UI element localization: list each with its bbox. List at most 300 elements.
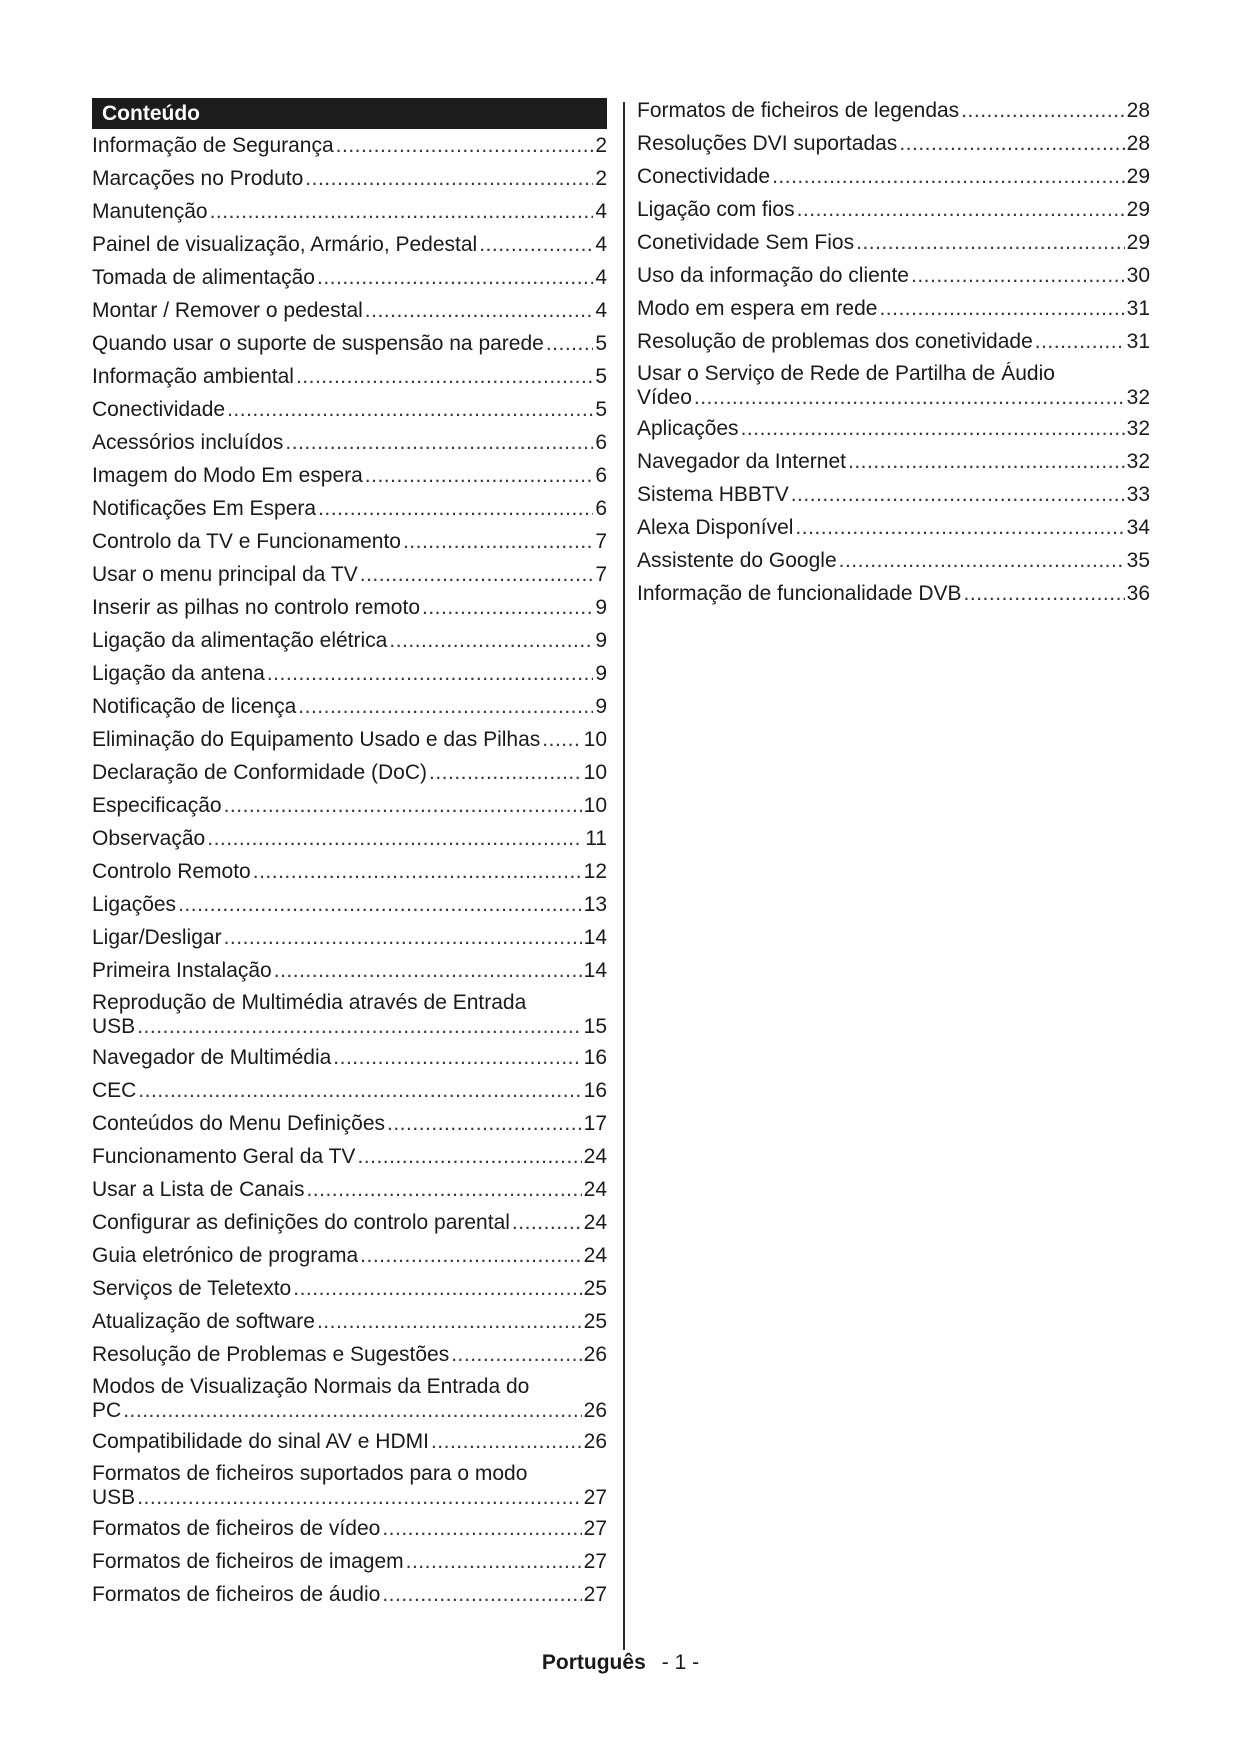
dot-leader	[267, 662, 593, 686]
toc-entry[interactable]	[92, 428, 607, 461]
toc-entry[interactable]	[92, 1307, 607, 1340]
toc-entry[interactable]	[637, 360, 1150, 414]
toc-entry-title: Ligação da antena	[92, 662, 265, 685]
toc-entry-row	[637, 483, 1150, 507]
toc-entry-row	[92, 1399, 607, 1423]
toc-entry[interactable]	[92, 1274, 607, 1307]
toc-entry-page: 33	[1126, 483, 1150, 506]
toc-entry[interactable]	[637, 228, 1150, 261]
toc-entry-page: 2	[595, 167, 607, 190]
toc-entry[interactable]	[92, 1514, 607, 1547]
toc-entry[interactable]	[92, 1043, 607, 1076]
toc-entry-title: Ligações	[92, 893, 177, 916]
dot-leader	[365, 464, 594, 488]
toc-entry-row	[92, 1178, 607, 1202]
toc-entry-row	[92, 1310, 607, 1334]
toc-list-left	[92, 131, 607, 1613]
toc-entry-title: Inserir as pilhas no controlo remoto	[92, 596, 420, 619]
dot-leader	[317, 1310, 582, 1334]
toc-entry-row	[637, 165, 1150, 189]
dot-leader	[429, 761, 582, 785]
toc-entry-title: Notificação de licença	[92, 695, 297, 718]
toc-entry-row	[92, 497, 607, 521]
toc-entry-row	[92, 1145, 607, 1169]
toc-entry-page: 29	[1126, 165, 1150, 188]
toc-list-right	[637, 96, 1150, 612]
toc-entry-title: Marcações no Produto	[92, 167, 304, 190]
toc-entry-title: Notificações Em Espera	[92, 497, 317, 520]
toc-entry[interactable]	[92, 1208, 607, 1241]
toc-entry[interactable]	[637, 327, 1150, 360]
toc-entry-row	[92, 1244, 607, 1268]
toc-entry-page: 10	[583, 794, 607, 817]
toc-entry-page: 28	[1126, 132, 1150, 155]
dot-leader	[451, 1343, 581, 1367]
toc-entry-page: 31	[1126, 297, 1150, 320]
toc-entry-page: 15	[583, 1015, 607, 1038]
dot-leader	[389, 629, 593, 653]
toc-entry-title: Observação	[92, 827, 206, 850]
toc-entry[interactable]	[92, 1340, 607, 1373]
toc-entry-page: 10	[583, 728, 607, 751]
toc-entry-row	[92, 134, 607, 158]
toc-entry-row	[637, 386, 1150, 410]
toc-entry[interactable]	[92, 1175, 607, 1208]
toc-entry[interactable]	[637, 129, 1150, 162]
dot-leader	[224, 794, 582, 818]
toc-entry-page: 17	[583, 1112, 607, 1135]
toc-entry-title: Acessórios incluídos	[92, 431, 284, 454]
toc-entry[interactable]	[92, 758, 607, 791]
toc-entry-row	[92, 893, 607, 917]
toc-entry-title: Quando usar o suporte de suspensão na parede	[92, 332, 544, 355]
toc-entry-page: 27	[583, 1583, 607, 1606]
dot-leader	[542, 728, 581, 752]
toc-entry[interactable]	[92, 1241, 607, 1274]
toc-entry[interactable]	[92, 989, 607, 1043]
toc-entry-page: 32	[1126, 417, 1150, 440]
toc-entry[interactable]	[637, 447, 1150, 480]
dot-leader	[479, 233, 593, 257]
toc-entry-page: 6	[595, 497, 607, 520]
toc-entry-title-line: Formatos de ficheiros suportados para o modo	[92, 1462, 528, 1485]
toc-entry-page: 27	[583, 1486, 607, 1509]
toc-entry-page: 10	[583, 761, 607, 784]
toc-entry-title: Tomada de alimentação	[92, 266, 315, 289]
toc-entry-page: 36	[1126, 582, 1150, 605]
toc-entry-page: 7	[595, 530, 607, 553]
toc-entry-title: CEC	[92, 1079, 137, 1102]
toc-entry[interactable]	[92, 890, 607, 923]
toc-entry-row	[92, 233, 607, 257]
toc-entry-page: 28	[1126, 99, 1150, 122]
dot-leader	[1035, 330, 1125, 354]
toc-entry-title: Aplicações	[637, 417, 739, 440]
toc-entry-page: 29	[1126, 198, 1150, 221]
toc-entry-row	[637, 297, 1150, 321]
toc-entry[interactable]	[637, 195, 1150, 228]
dot-leader	[207, 827, 583, 851]
toc-entry-row	[92, 1277, 607, 1301]
dot-leader	[741, 417, 1125, 441]
dot-leader	[848, 450, 1125, 474]
toc-entry-title: Conteúdos do Menu Definições	[92, 1112, 386, 1135]
toc-entry-page: 4	[595, 200, 607, 223]
toc-entry-row	[92, 1550, 607, 1574]
toc-entry-row	[92, 959, 607, 983]
toc-entry-row	[92, 1583, 607, 1607]
toc-entry[interactable]	[92, 230, 607, 263]
toc-entry-title: Formatos de ficheiros de legendas	[637, 99, 960, 122]
toc-entry-page: 11	[585, 827, 607, 850]
toc-entry-title: Montar / Remover o pedestal	[92, 299, 363, 322]
toc-entry-title-line: Reprodução de Multimédia através de Entrada	[92, 991, 527, 1014]
toc-entry-title: Ligação da alimentação elétrica	[92, 629, 388, 652]
toc-entry-page: 6	[595, 431, 607, 454]
toc-entry-title: Compatibilidade do sinal AV e HDMI	[92, 1430, 429, 1453]
toc-entry-title: Navegador da Internet	[637, 450, 846, 473]
toc-entry-page: 26	[583, 1399, 607, 1422]
toc-entry-title: Declaração de Conformidade (DoC)	[92, 761, 427, 784]
toc-entry[interactable]	[92, 857, 607, 890]
toc-entry-page: 9	[595, 695, 607, 718]
toc-entry-title: Primeira Instalação	[92, 959, 272, 982]
toc-entry-title: Navegador de Multimédia	[92, 1046, 332, 1069]
toc-entry[interactable]	[92, 1547, 607, 1580]
toc-entry[interactable]	[92, 956, 607, 989]
toc-entry-page: 26	[583, 1343, 607, 1366]
dot-leader	[296, 365, 593, 389]
toc-entry[interactable]	[92, 263, 607, 296]
footer-language: Português	[541, 1651, 646, 1674]
toc-entry[interactable]	[92, 164, 607, 197]
dot-leader	[224, 926, 582, 950]
toc-left-column	[92, 98, 607, 1613]
toc-entry-title: Usar a Lista de Canais	[92, 1178, 305, 1201]
dot-leader	[856, 231, 1125, 255]
dot-leader	[795, 516, 1124, 540]
column-divider	[623, 102, 625, 1650]
page-footer	[0, 1651, 1241, 1675]
toc-entry-row	[637, 582, 1150, 606]
toc-entry[interactable]	[637, 480, 1150, 513]
toc-entry-title: Alexa Disponível	[637, 516, 794, 539]
toc-entry[interactable]	[92, 1373, 607, 1427]
dot-leader	[403, 530, 593, 554]
toc-entry-row	[92, 299, 607, 323]
dot-leader	[365, 299, 594, 323]
toc-entry-title: Modo em espera em rede	[637, 297, 878, 320]
toc-heading: Conteúdo	[92, 98, 607, 129]
toc-entry-row	[92, 464, 607, 488]
toc-entry-row	[92, 530, 607, 554]
dot-leader	[137, 1015, 581, 1039]
toc-entry-title: Ligação com fios	[637, 198, 795, 221]
toc-entry-row	[637, 99, 1150, 123]
toc-entry-row	[92, 1517, 607, 1541]
toc-entry-title: Ligar/Desligar	[92, 926, 222, 949]
toc-entry-title-line: Usar o Serviço de Rede de Partilha de Áudio	[637, 362, 1055, 385]
toc-entry-row	[92, 563, 607, 587]
toc-entry-title-line: Modos de Visualização Normais da Entrada do	[92, 1375, 530, 1398]
toc-entry[interactable]	[92, 1076, 607, 1109]
toc-entry-row	[92, 827, 607, 851]
toc-entry[interactable]	[92, 659, 607, 692]
dot-leader	[253, 860, 582, 884]
dot-leader	[382, 1517, 581, 1541]
toc-entry[interactable]	[92, 395, 607, 428]
toc-entry-title: Manutenção	[92, 200, 208, 223]
toc-entry-page: 4	[595, 299, 607, 322]
toc-entry-page: 25	[583, 1310, 607, 1333]
toc-entry-title: Resoluções DVI suportadas	[637, 132, 898, 155]
toc-entry[interactable]	[92, 560, 607, 593]
toc-entry[interactable]	[92, 593, 607, 626]
toc-entry-page: 9	[595, 662, 607, 685]
toc-entry[interactable]	[92, 824, 607, 857]
toc-entry-page: 24	[583, 1178, 607, 1201]
toc-entry-page: 30	[1126, 264, 1150, 287]
toc-entry[interactable]	[92, 692, 607, 725]
toc-entry-page: 25	[583, 1277, 607, 1300]
toc-entry-page: 5	[595, 365, 607, 388]
toc-entry-title: Imagem do Modo Em espera	[92, 464, 363, 487]
toc-entry-title: Serviços de Teletexto	[92, 1277, 292, 1300]
toc-entry-page: 27	[583, 1517, 607, 1540]
toc-entry-page: 26	[583, 1430, 607, 1453]
toc-entry[interactable]	[92, 1142, 607, 1175]
toc-entry-page: 12	[583, 860, 607, 883]
toc-entry[interactable]	[92, 1460, 607, 1514]
dot-leader	[336, 134, 594, 158]
toc-entry-page: 16	[583, 1046, 607, 1069]
dot-leader	[227, 398, 593, 422]
dot-leader	[210, 200, 594, 224]
toc-entry-title: Guia eletrónico de programa	[92, 1244, 359, 1267]
toc-entry-page: 31	[1126, 330, 1150, 353]
toc-entry-page: 32	[1126, 450, 1150, 473]
toc-entry[interactable]	[92, 296, 607, 329]
toc-entry-row	[92, 761, 607, 785]
toc-entry-row	[637, 417, 1150, 441]
toc-entry-title: Painel de visualização, Armário, Pedestal	[92, 233, 478, 256]
dot-leader	[360, 1244, 581, 1268]
toc-entry-row	[92, 728, 607, 752]
toc-entry-page: 29	[1126, 231, 1150, 254]
dot-leader	[387, 1112, 582, 1136]
toc-entry-row	[92, 662, 607, 686]
toc-entry-row	[92, 1343, 607, 1367]
toc-entry-page: 16	[583, 1079, 607, 1102]
dot-leader	[306, 1178, 581, 1202]
toc-entry-title: Vídeo	[637, 386, 692, 409]
toc-entry-title: Especificação	[92, 794, 222, 817]
dot-leader	[137, 1486, 581, 1510]
dot-leader	[964, 582, 1125, 606]
dot-leader	[961, 99, 1124, 123]
dot-leader	[298, 695, 593, 719]
dot-leader	[138, 1079, 581, 1103]
toc-entry-page: 24	[583, 1145, 607, 1168]
toc-entry-page: 24	[583, 1244, 607, 1267]
dot-leader	[431, 1430, 582, 1454]
toc-entry[interactable]	[92, 362, 607, 395]
toc-entry[interactable]	[637, 414, 1150, 447]
toc-entry-title: Informação de funcionalidade DVB	[637, 582, 962, 605]
toc-entry-title: PC	[92, 1399, 122, 1422]
dot-leader	[879, 297, 1124, 321]
dot-leader	[317, 266, 593, 290]
toc-entry-page: 4	[595, 266, 607, 289]
toc-entry-row	[92, 794, 607, 818]
toc-entry-title: Formatos de ficheiros de vídeo	[92, 1517, 381, 1540]
toc-entry-row	[92, 1079, 607, 1103]
toc-entry-row	[92, 1486, 607, 1510]
toc-entry-row	[92, 1211, 607, 1235]
toc-entry-row	[92, 1112, 607, 1136]
toc-entry[interactable]	[92, 1427, 607, 1460]
toc-entry-row	[92, 431, 607, 455]
toc-entry-title: Informação ambiental	[92, 365, 294, 388]
toc-entry-page: 32	[1126, 386, 1150, 409]
toc-entry-row	[92, 629, 607, 653]
toc-entry-title: Informação de Segurança	[92, 134, 334, 157]
toc-entry[interactable]	[92, 131, 607, 164]
toc-entry-page: 7	[595, 563, 607, 586]
toc-entry-row	[637, 549, 1150, 573]
toc-entry[interactable]	[637, 162, 1150, 195]
toc-entry-page: 2	[595, 134, 607, 157]
toc-entry-row	[637, 132, 1150, 156]
toc-entry-page: 5	[595, 332, 607, 355]
dot-leader	[406, 1550, 582, 1574]
toc-entry[interactable]	[92, 923, 607, 956]
toc-entry-row	[92, 266, 607, 290]
toc-entry-row	[637, 198, 1150, 222]
dot-leader	[123, 1399, 581, 1423]
toc-entry[interactable]	[637, 294, 1150, 327]
dot-leader	[694, 386, 1125, 410]
toc-entry-title: USB	[92, 1486, 136, 1509]
toc-entry-page: 9	[595, 596, 607, 619]
toc-entry-row	[637, 450, 1150, 474]
dot-leader	[274, 959, 582, 983]
dot-leader	[512, 1211, 582, 1235]
toc-entry-page: 24	[583, 1211, 607, 1234]
toc-entry-title: Controlo da TV e Funcionamento	[92, 530, 401, 553]
toc-entry-title: Eliminação do Equipamento Usado e das Pilhas	[92, 728, 541, 751]
dot-leader	[772, 165, 1125, 189]
toc-entry-title: Usar o menu principal da TV	[92, 563, 358, 586]
toc-entry-row	[92, 695, 607, 719]
dot-leader	[382, 1583, 581, 1607]
toc-entry-page: 14	[583, 959, 607, 982]
toc-entry-row	[637, 516, 1150, 540]
toc-entry-page: 27	[583, 1550, 607, 1573]
toc-entry[interactable]	[637, 579, 1150, 612]
toc-entry-page: 4	[595, 233, 607, 256]
dot-leader	[422, 596, 593, 620]
toc-entry-title: Uso da informação do cliente	[637, 264, 909, 287]
toc-entry-row	[92, 926, 607, 950]
toc-entry[interactable]	[92, 1109, 607, 1142]
toc-entry-title: Controlo Remoto	[92, 860, 251, 883]
toc-entry-title: Atualização de software	[92, 1310, 315, 1333]
toc-entry-title: Formatos de ficheiros de áudio	[92, 1583, 381, 1606]
toc-entry-row	[637, 264, 1150, 288]
footer-page-number: - 1 -	[661, 1651, 700, 1674]
toc-entry-title: Formatos de ficheiros de imagem	[92, 1550, 404, 1573]
toc-entry[interactable]	[92, 197, 607, 230]
dot-leader	[333, 1046, 581, 1070]
toc-entry[interactable]	[92, 329, 607, 362]
dot-leader	[899, 132, 1124, 156]
dot-leader	[546, 332, 593, 356]
toc-entry-row	[92, 1015, 607, 1039]
toc-entry-title: Sistema HBBTV	[637, 483, 789, 506]
toc-entry-page: 35	[1126, 549, 1150, 572]
dot-leader	[285, 431, 593, 455]
toc-entry-row	[92, 167, 607, 191]
toc-entry-title: Funcionamento Geral da TV	[92, 1145, 356, 1168]
dot-leader	[305, 167, 593, 191]
dot-leader	[318, 497, 593, 521]
dot-leader	[797, 198, 1125, 222]
toc-entry-title: Resolução de problemas dos conetividade	[637, 330, 1033, 353]
toc-entry[interactable]	[637, 513, 1150, 546]
toc-entry-row	[92, 596, 607, 620]
toc-entry[interactable]	[637, 96, 1150, 129]
toc-entry[interactable]	[92, 791, 607, 824]
toc-entry-title: Conetividade Sem Fios	[637, 231, 855, 254]
toc-entry[interactable]	[92, 527, 607, 560]
toc-entry[interactable]	[92, 494, 607, 527]
toc-entry-page: 9	[595, 629, 607, 652]
dot-leader	[791, 483, 1125, 507]
toc-right-column	[637, 96, 1150, 612]
toc-entry-row	[92, 1046, 607, 1070]
toc-entry-row	[92, 332, 607, 356]
dot-leader	[839, 549, 1125, 573]
toc-entry-page: 5	[595, 398, 607, 421]
dot-leader	[178, 893, 582, 917]
toc-entry-page: 6	[595, 464, 607, 487]
dot-leader	[293, 1277, 581, 1301]
toc-entry[interactable]	[92, 461, 607, 494]
toc-entry-row	[92, 860, 607, 884]
toc-entry-title: USB	[92, 1015, 136, 1038]
toc-entry-row	[637, 231, 1150, 255]
toc-entry[interactable]	[637, 261, 1150, 294]
toc-entry-title: Assistente do Google	[637, 549, 837, 572]
toc-entry-title: Conectividade	[92, 398, 226, 421]
toc-entry[interactable]	[92, 725, 607, 758]
dot-leader	[360, 563, 594, 587]
toc-entry[interactable]	[92, 1580, 607, 1613]
dot-leader	[911, 264, 1125, 288]
toc-entry-title: Configurar as definições do controlo parental	[92, 1211, 510, 1234]
toc-entry[interactable]	[92, 626, 607, 659]
toc-entry-row	[92, 200, 607, 224]
toc-entry-title: Resolução de Problemas e Sugestões	[92, 1343, 450, 1366]
toc-entry-page: 34	[1126, 516, 1150, 539]
toc-entry-row	[637, 330, 1150, 354]
toc-entry-page: 13	[583, 893, 607, 916]
toc-entry-page: 14	[583, 926, 607, 949]
toc-entry-row	[92, 365, 607, 389]
toc-entry-row	[92, 1430, 607, 1454]
toc-entry[interactable]	[637, 546, 1150, 579]
